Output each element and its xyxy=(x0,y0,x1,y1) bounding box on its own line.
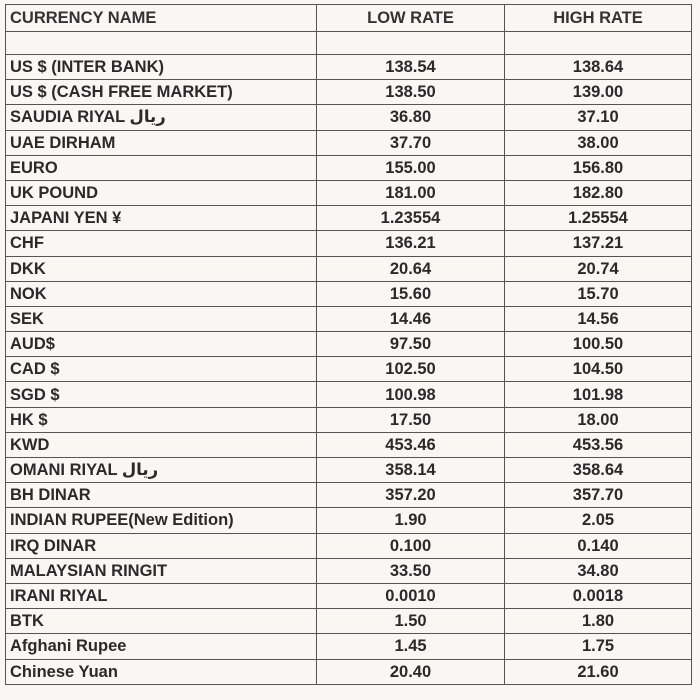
table-row xyxy=(6,306,692,331)
high-rate-cell: 1.75 xyxy=(505,634,692,659)
table-row xyxy=(6,659,692,684)
high-rate-header: HIGH RATE xyxy=(505,5,692,32)
high-rate-cell: 137.21 xyxy=(505,231,692,256)
currency-name-cell: KWD xyxy=(6,432,317,457)
low-rate-cell: 14.46 xyxy=(317,306,505,331)
low-rate-cell: 453.46 xyxy=(317,432,505,457)
low-rate-cell: 136.21 xyxy=(317,231,505,256)
high-rate-cell: 14.56 xyxy=(505,306,692,331)
currency-name-cell: MALAYSIAN RINGIT xyxy=(6,558,317,583)
low-rate-cell: 37.70 xyxy=(317,130,505,155)
table-row xyxy=(6,180,692,205)
high-rate-cell: 138.64 xyxy=(505,55,692,80)
currency-name-cell: US $ (CASH FREE MARKET) xyxy=(6,80,317,105)
low-rate-header: LOW RATE xyxy=(317,5,505,32)
table-row xyxy=(6,609,692,634)
currency-name-cell: AUD$ xyxy=(6,332,317,357)
table-row xyxy=(6,281,692,306)
low-rate-cell: 100.98 xyxy=(317,382,505,407)
high-rate-cell: 2.05 xyxy=(505,508,692,533)
blank-cell xyxy=(505,32,692,55)
table-row xyxy=(6,382,692,407)
high-rate-cell: 38.00 xyxy=(505,130,692,155)
high-rate-cell: 139.00 xyxy=(505,80,692,105)
currency-name-cell: SAUDIA RIYAL ريال xyxy=(6,105,317,130)
currency-name-cell: UK POUND xyxy=(6,180,317,205)
table-row xyxy=(6,558,692,583)
currency-name-cell: Afghani Rupee xyxy=(6,634,317,659)
currency-name-cell: BTK xyxy=(6,609,317,634)
currency-name-cell: UAE DIRHAM xyxy=(6,130,317,155)
low-rate-cell: 20.40 xyxy=(317,659,505,684)
low-rate-cell: 358.14 xyxy=(317,458,505,483)
rates-body xyxy=(6,55,692,685)
currency-name-cell: OMANI RIYAL ريال xyxy=(6,458,317,483)
low-rate-cell: 97.50 xyxy=(317,332,505,357)
high-rate-cell: 101.98 xyxy=(505,382,692,407)
low-rate-cell: 1.45 xyxy=(317,634,505,659)
currency-name-cell: SGD $ xyxy=(6,382,317,407)
currency-name-cell: HK $ xyxy=(6,407,317,432)
high-rate-cell: 21.60 xyxy=(505,659,692,684)
table-row xyxy=(6,55,692,80)
low-rate-cell: 155.00 xyxy=(317,155,505,180)
high-rate-cell: 20.74 xyxy=(505,256,692,281)
currency-name-cell: SEK xyxy=(6,306,317,331)
blank-row xyxy=(6,32,692,55)
low-rate-cell: 36.80 xyxy=(317,105,505,130)
currency-name-cell: NOK xyxy=(6,281,317,306)
table-row xyxy=(6,206,692,231)
low-rate-cell: 1.23554 xyxy=(317,206,505,231)
currency-name-cell: BH DINAR xyxy=(6,483,317,508)
high-rate-cell: 34.80 xyxy=(505,558,692,583)
low-rate-cell: 20.64 xyxy=(317,256,505,281)
table-row xyxy=(6,458,692,483)
table-row xyxy=(6,634,692,659)
table-row xyxy=(6,130,692,155)
blank-cell xyxy=(317,32,505,55)
high-rate-cell: 1.25554 xyxy=(505,206,692,231)
high-rate-cell: 37.10 xyxy=(505,105,692,130)
table-row xyxy=(6,332,692,357)
currency-name-cell: JAPANI YEN ¥ xyxy=(6,206,317,231)
currency-rates-table xyxy=(5,4,692,685)
table-row xyxy=(6,80,692,105)
currency-name-cell: IRQ DINAR xyxy=(6,533,317,558)
header-row xyxy=(6,5,692,32)
high-rate-cell: 100.50 xyxy=(505,332,692,357)
table-row xyxy=(6,432,692,457)
high-rate-cell: 1.80 xyxy=(505,609,692,634)
low-rate-cell: 0.100 xyxy=(317,533,505,558)
low-rate-cell: 1.90 xyxy=(317,508,505,533)
low-rate-cell: 138.54 xyxy=(317,55,505,80)
high-rate-cell: 15.70 xyxy=(505,281,692,306)
table-row xyxy=(6,533,692,558)
table-row xyxy=(6,155,692,180)
high-rate-cell: 18.00 xyxy=(505,407,692,432)
low-rate-cell: 357.20 xyxy=(317,483,505,508)
low-rate-cell: 33.50 xyxy=(317,558,505,583)
high-rate-cell: 453.56 xyxy=(505,432,692,457)
high-rate-cell: 358.64 xyxy=(505,458,692,483)
high-rate-cell: 182.80 xyxy=(505,180,692,205)
currency-name-cell: CHF xyxy=(6,231,317,256)
blank-cell xyxy=(6,32,317,55)
table-row xyxy=(6,357,692,382)
table-row xyxy=(6,105,692,130)
table-row xyxy=(6,407,692,432)
currency-name-cell: US $ (INTER BANK) xyxy=(6,55,317,80)
currency-name-cell: CAD $ xyxy=(6,357,317,382)
low-rate-cell: 0.0010 xyxy=(317,583,505,608)
high-rate-cell: 104.50 xyxy=(505,357,692,382)
table-row xyxy=(6,256,692,281)
table-row xyxy=(6,483,692,508)
low-rate-cell: 1.50 xyxy=(317,609,505,634)
currency-name-cell: DKK xyxy=(6,256,317,281)
high-rate-cell: 156.80 xyxy=(505,155,692,180)
high-rate-cell: 0.0018 xyxy=(505,583,692,608)
high-rate-cell: 357.70 xyxy=(505,483,692,508)
currency-name-cell: IRANI RIYAL xyxy=(6,583,317,608)
low-rate-cell: 138.50 xyxy=(317,80,505,105)
table-row xyxy=(6,508,692,533)
table-row xyxy=(6,231,692,256)
table-row xyxy=(6,583,692,608)
high-rate-cell: 0.140 xyxy=(505,533,692,558)
currency-name-cell: INDIAN RUPEE(New Edition) xyxy=(6,508,317,533)
low-rate-cell: 15.60 xyxy=(317,281,505,306)
low-rate-cell: 102.50 xyxy=(317,357,505,382)
currency-name-cell: EURO xyxy=(6,155,317,180)
low-rate-cell: 181.00 xyxy=(317,180,505,205)
currency-name-header: CURRENCY NAME xyxy=(6,5,317,32)
currency-name-cell: Chinese Yuan xyxy=(6,659,317,684)
low-rate-cell: 17.50 xyxy=(317,407,505,432)
